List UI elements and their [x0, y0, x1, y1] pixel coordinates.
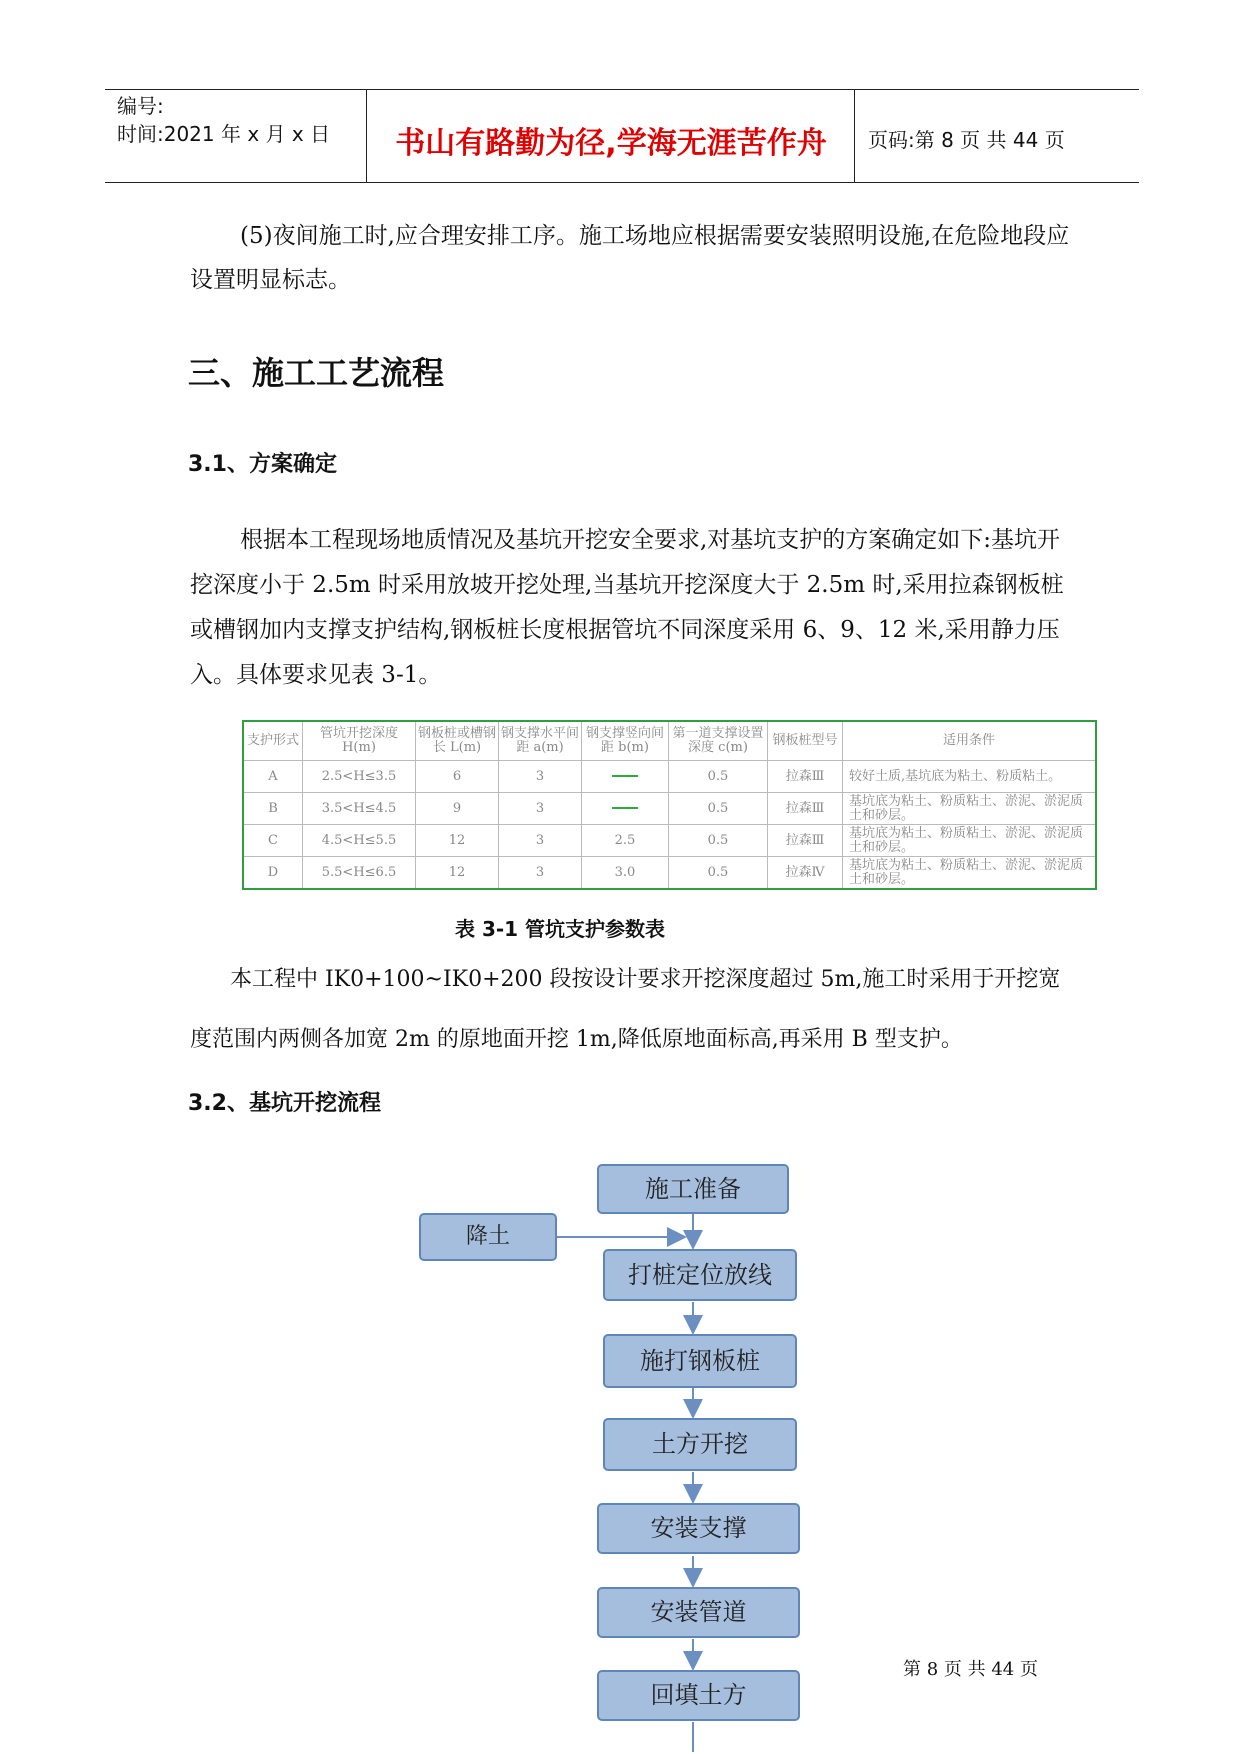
table-cell: 2.5<H≤3.5 — [303, 761, 416, 793]
paragraph-extra: 本工程中 IK0+100~IK0+200 段按设计要求开挖深度超过 5m,施工时采用于开挖宽度范围内两侧各加宽 2m 的原地面开挖 1m,降低原地面标高,再采用 B 型支护。 — [190, 967, 1061, 1052]
table-cell: 3 — [499, 761, 582, 793]
table-cell: 12 — [416, 857, 499, 890]
table-cell: 3 — [499, 825, 582, 857]
table-cell: 0.5 — [669, 793, 768, 825]
table-cell: 12 — [416, 825, 499, 857]
flow-step-install-support: 安装支撑 — [597, 1503, 800, 1554]
header-page-number: 页码:第 8 页 共 44 页 — [868, 128, 1065, 152]
date-text: 时间:2021 年 x 月 x 日 — [117, 122, 331, 146]
flow-side-lower-ground: 降土 — [419, 1213, 557, 1261]
table-cell: C — [243, 825, 303, 857]
section-heading-3-2: 3.2、基坑开挖流程 — [188, 1091, 381, 1116]
table-cell: 4.5<H≤5.5 — [303, 825, 416, 857]
table-header-cell: 钢板桩或槽钢长 L(m) — [416, 721, 499, 761]
table-cell: 较好土质,基坑底为粘土、粉质粘土。 — [843, 761, 1097, 793]
table-cell: 拉森Ⅲ — [768, 793, 843, 825]
footer-page-number: 第 8 页 共 44 页 — [903, 1659, 1038, 1680]
section-heading-3-1: 3.1、方案确定 — [188, 452, 337, 477]
table-cell: 3 — [499, 857, 582, 890]
flow-step-backfill: 回填土方 — [597, 1670, 800, 1721]
table-cell: 拉森Ⅳ — [768, 857, 843, 890]
table-header-cell: 管坑开挖深度 H(m) — [303, 721, 416, 761]
table-cell: 0.5 — [669, 857, 768, 890]
flow-step-excavation: 土方开挖 — [603, 1418, 797, 1471]
table-cell: 9 — [416, 793, 499, 825]
table-cell: A — [243, 761, 303, 793]
header-motto: 书山有路勤为径,学海无涯苦作舟 — [395, 126, 827, 161]
table-cell: 基坑底为粘土、粉质粘土、淤泥、淤泥质土和砂层。 — [843, 825, 1097, 857]
table-cell: 拉森Ⅲ — [768, 761, 843, 793]
table-cell: 3.0 — [582, 857, 669, 890]
table-cell: 基坑底为粘土、粉质粘土、淤泥、淤泥质土和砂层。 — [843, 857, 1097, 890]
table-cell: D — [243, 857, 303, 890]
table-cell: 基坑底为粘土、粉质粘土、淤泥、淤泥质土和砂层。 — [843, 793, 1097, 825]
table-cell: 2.5 — [582, 825, 669, 857]
table-cell: 5.5<H≤6.5 — [303, 857, 416, 890]
table-cell: 3.5<H≤4.5 — [303, 793, 416, 825]
table-header-cell: 钢支撑竖向间距 b(m) — [582, 721, 669, 761]
flow-step-install-pipe: 安装管道 — [597, 1587, 800, 1638]
table-cell: 拉森Ⅲ — [768, 825, 843, 857]
table-header-cell: 第一道支撑设置深度 c(m) — [669, 721, 768, 761]
section-heading-3: 三、施工工艺流程 — [188, 354, 445, 392]
table-cell: 0.5 — [669, 825, 768, 857]
flow-step-pile-positioning: 打桩定位放线 — [603, 1249, 797, 1301]
table-header-cell: 适用条件 — [843, 721, 1097, 761]
table-header-cell: 支护形式 — [243, 721, 303, 761]
table-cell: B — [243, 793, 303, 825]
flow-step-drive-sheet-piles: 施打钢板桩 — [603, 1334, 797, 1388]
table-header-cell: 钢板桩型号 — [768, 721, 843, 761]
paragraph-plan: 根据本工程现场地质情况及基坑开挖安全要求,对基坑支护的方案确定如下:基坑开挖深度小于 2.5m 时采用放坡开挖处理,当基坑开挖深度大于 2.5m 时,采用拉森钢板桩或槽钢加内支撑支护结构,钢板桩长度根据管坑不同深度采用 6、9、12 米,采用静力压入。具体要求见表 3-1。 — [190, 527, 1064, 688]
table-cell: 3 — [499, 793, 582, 825]
table-cell: 6 — [416, 761, 499, 793]
paragraph-night-construction: (5)夜间施工时,应合理安排工序。施工场地应根据需要安装照明设施,在危险地段应设置明显标志。 — [190, 223, 1070, 293]
table-cell: 0.5 — [669, 761, 768, 793]
serial-label: 编号: — [117, 94, 164, 118]
table-caption: 表 3-1 管坑支护参数表 — [455, 917, 666, 941]
table-header-cell: 钢支撑水平间距 a(m) — [499, 721, 582, 761]
flow-step-prepare: 施工准备 — [597, 1164, 789, 1214]
